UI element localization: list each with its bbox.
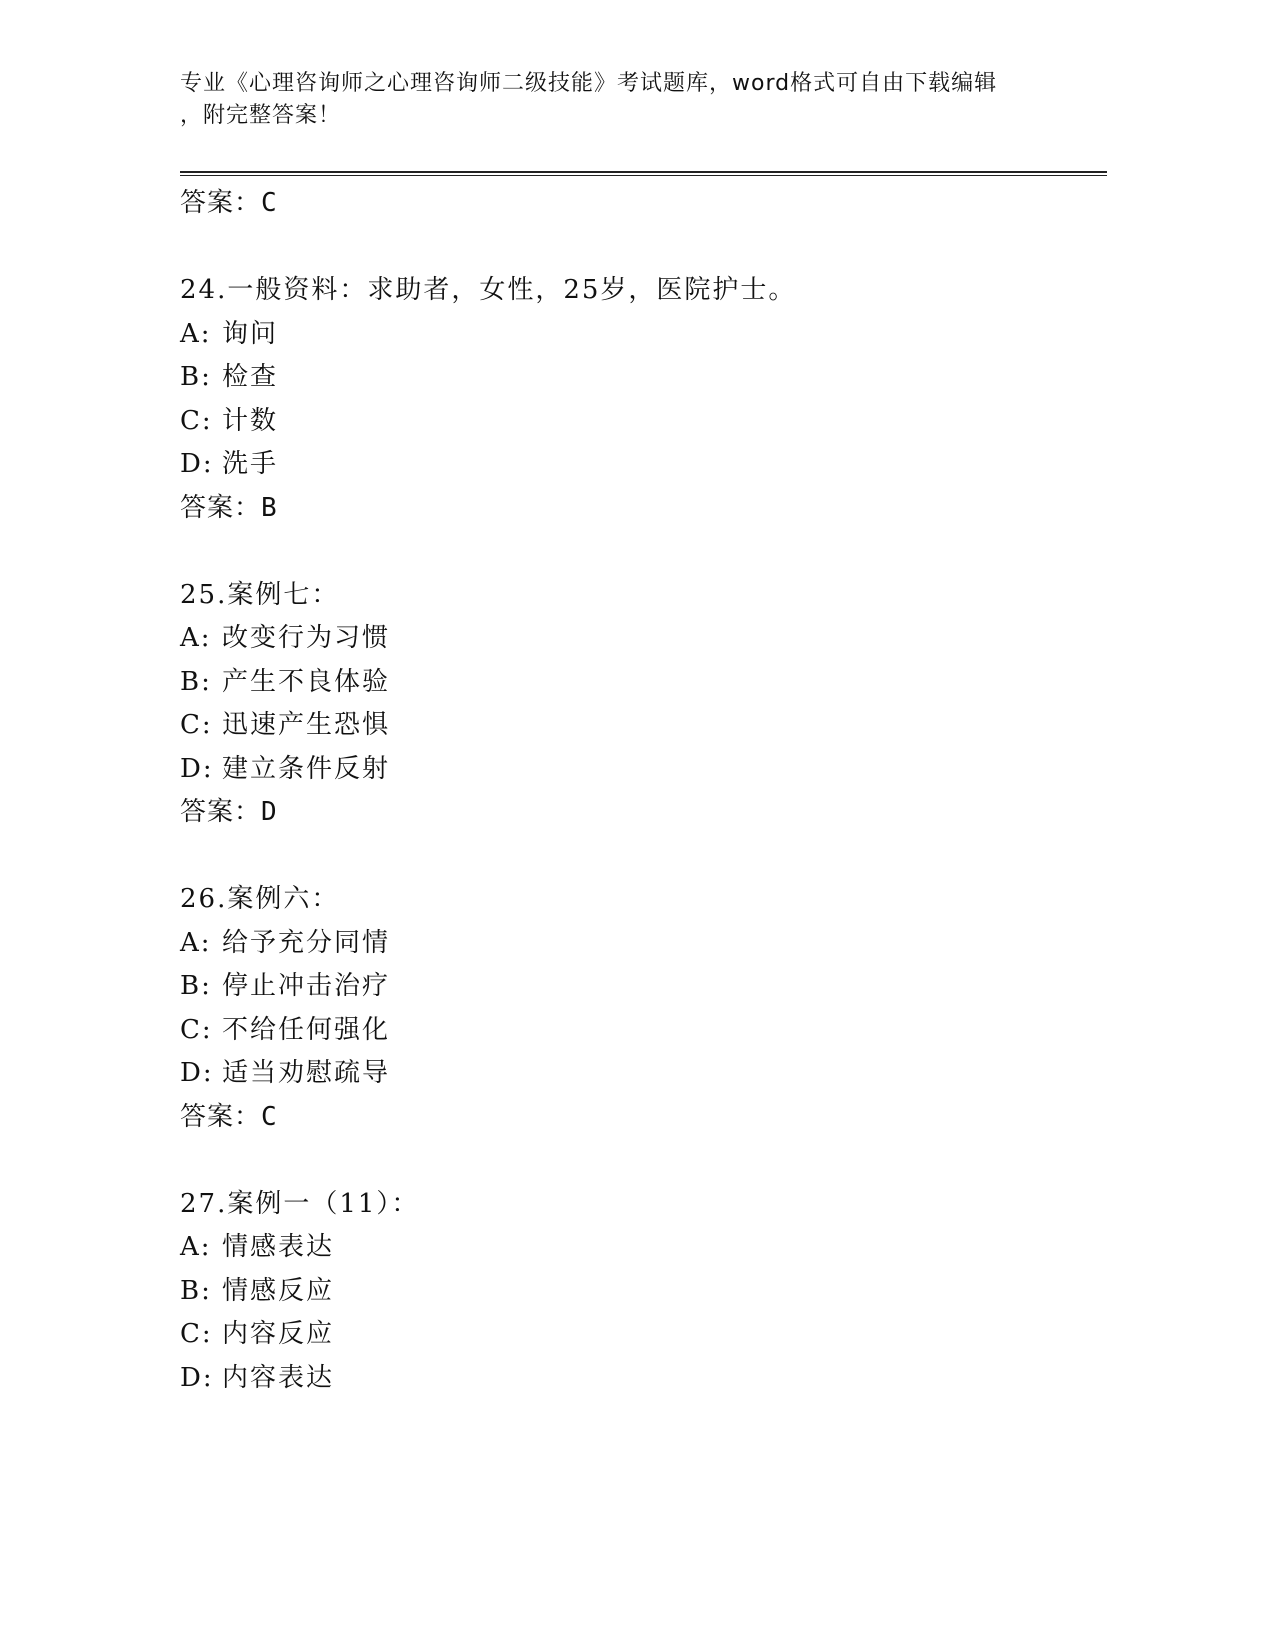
option-a [180,1226,1080,1270]
question-title: 26.案例六： [180,884,340,914]
page-header [180,68,1040,132]
question-block [180,878,1080,1139]
answer-label: 答案： [180,188,262,218]
option-key: D: [180,753,214,784]
option-text: 产生不良体验 [222,666,391,697]
option-key: A: [180,623,212,653]
option-text: 情感表达 [222,1232,335,1262]
option-text: 询问 [222,318,279,349]
option-text: 洗手 [222,449,279,479]
option-text: 迅速产生恐惧 [222,710,391,740]
answer-value: B [261,492,278,523]
question-title: 25.案例七： [180,579,340,610]
option-key: B: [180,971,212,1001]
option-key: A: [180,927,212,958]
option-d [180,443,1080,487]
header-line-2: ，附完整答案！ [180,103,342,128]
option-text: 建立条件反射 [222,753,391,784]
option-key: C: [180,710,213,740]
answer-label: 答案： [180,797,262,827]
question-block [180,1183,1080,1401]
option-b [180,356,1080,400]
option-key: A: [180,318,212,349]
option-d [180,1052,1080,1096]
option-b [180,1270,1080,1314]
option-text: 内容表达 [222,1362,335,1393]
answer-label: 答案： [180,1101,262,1132]
question-block [180,269,1080,530]
option-key: B: [180,1275,212,1306]
option-a [180,617,1080,661]
option-c [180,1009,1080,1053]
answer-line [180,1096,1080,1140]
spacer [180,530,1080,574]
spacer [180,835,1080,879]
option-a [180,313,1080,357]
option-key: C: [180,405,213,436]
option-d [180,748,1080,792]
option-key: D: [180,1362,214,1393]
option-c [180,1313,1080,1357]
option-b [180,965,1080,1009]
option-key: A: [180,1232,212,1262]
option-a [180,922,1080,966]
answer-label: 答案： [180,492,262,523]
option-c [180,704,1080,748]
answer-value: C [261,1101,278,1132]
option-text: 情感反应 [222,1275,335,1306]
question-title: 24.一般资料：求助者，女性，25岁，医院护士。 [180,275,797,305]
answer-value: D [261,797,278,827]
spacer [180,1139,1080,1183]
option-d [180,1357,1080,1401]
option-key: C: [180,1014,213,1045]
answer-line [180,182,1080,226]
option-text: 检查 [222,362,279,392]
question-title: 27.案例一（11）： [180,1188,420,1219]
question-block [180,574,1080,835]
spacer [180,226,1080,270]
option-key: B: [180,362,212,392]
question-list [180,182,1080,1400]
option-text: 给予充分同情 [222,927,391,958]
option-b [180,661,1080,705]
option-text: 停止冲击治疗 [222,971,391,1001]
option-text: 内容反应 [222,1319,335,1349]
option-key: D: [180,449,214,479]
option-key: C: [180,1319,213,1349]
option-text: 改变行为习惯 [222,623,391,653]
option-text: 不给任何强化 [222,1014,391,1045]
answer-line [180,791,1080,835]
option-text: 适当劝慰疏导 [222,1058,391,1088]
option-c [180,400,1080,444]
header-divider [180,171,1107,176]
answer-line [180,487,1080,531]
option-key: D: [180,1058,214,1088]
option-text: 计数 [222,405,279,436]
header-line-1: 专业《心理咨询师之心理咨询师二级技能》考试题库，word格式可自由下载编辑 [180,71,998,96]
option-key: B: [180,666,212,697]
answer-value: C [261,188,278,218]
